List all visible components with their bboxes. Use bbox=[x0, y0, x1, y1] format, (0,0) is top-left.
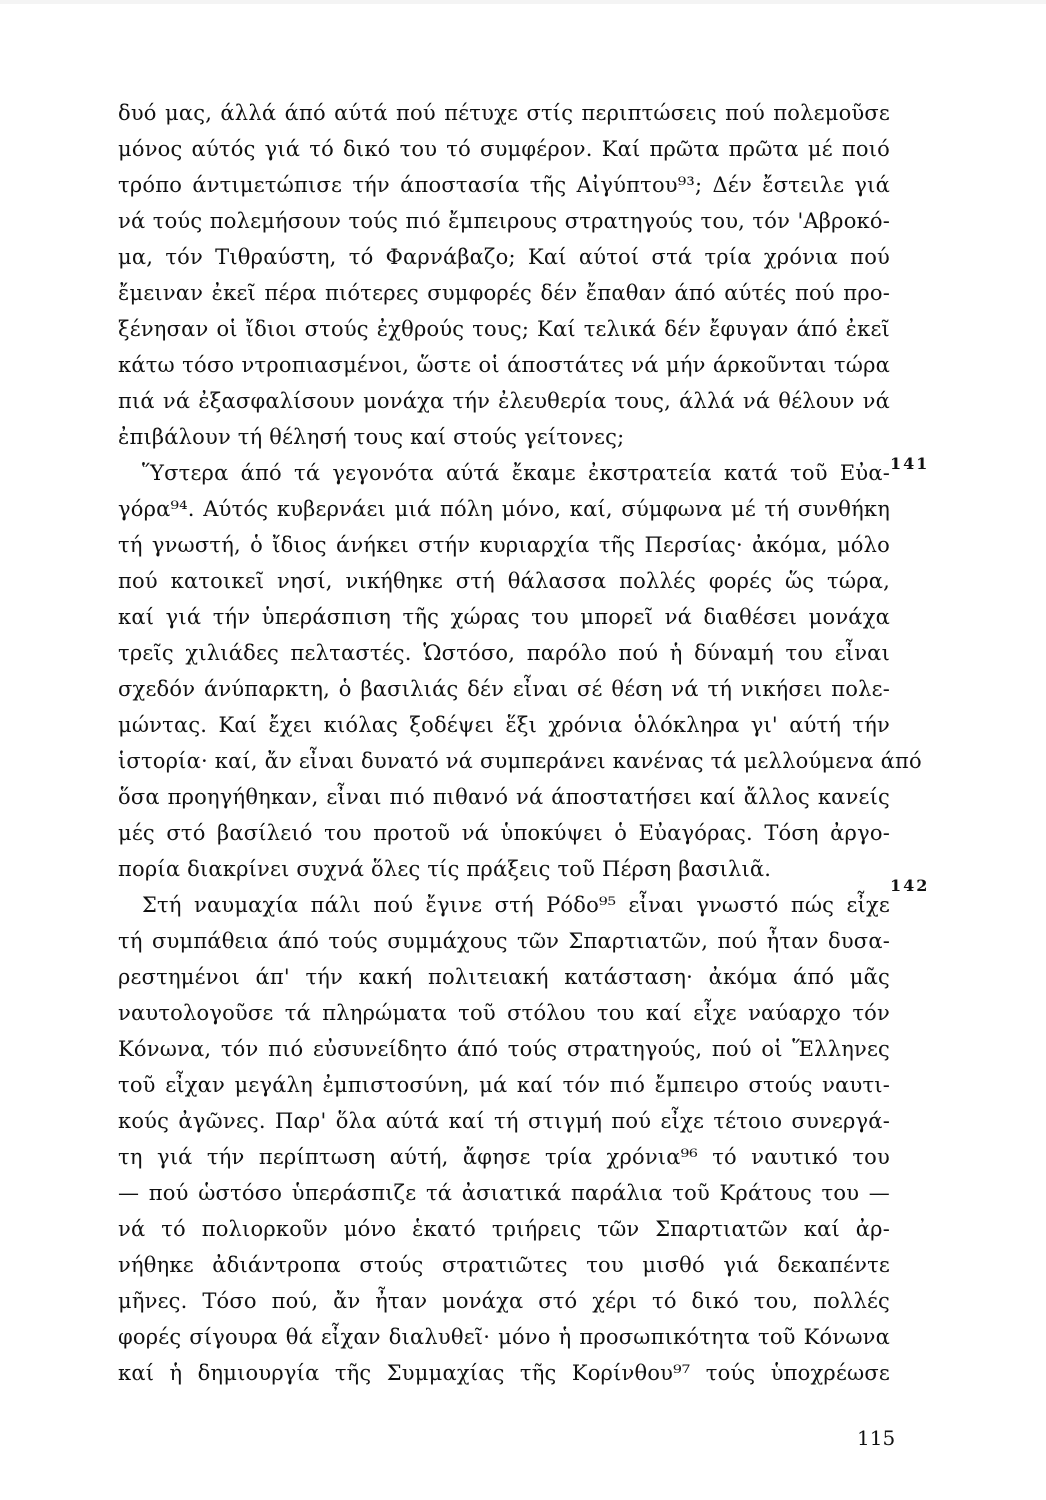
text-line: ξένησαν οἱ ἴδιοι στούς ἐχθρούς τους; Καί τελικά δέν ἔφυγαν άπό ἐκεῖ bbox=[118, 317, 890, 341]
text-line: φορές σίγουρα θά εἶχαν διαλυθεῖ· μόνο ἡ προσωπικότητα τοῦ Κόνωνα bbox=[118, 1325, 890, 1349]
margin-reference-141: 141 bbox=[890, 454, 930, 473]
text-line: τή γνωστή, ὁ ἴδιος άνήκει στήν κυριαρχία τῆς Περσίας· ἀκόμα, μόλο bbox=[118, 533, 890, 557]
text-line: μόνος αύτός γιά τό δικό του τό συμφέρον. Καί πρῶτα πρῶτα μέ ποιό bbox=[118, 137, 890, 161]
text-line: τοῦ εἶχαν μεγάλη ἐμπιστοσύνη, μά καί τόν πιό ἔμπειρο στούς ναυτι- bbox=[118, 1073, 890, 1097]
text-line: — πού ὡστόσο ὑπεράσπιζε τά ἀσιατικά παράλια τοῦ Κράτους του — bbox=[118, 1181, 890, 1205]
text-line: ναυτολογοῦσε τά πληρώματα τοῦ στόλου του καί εἶχε ναύαρχο τόν bbox=[118, 1001, 890, 1025]
text-line: καί γιά τήν ὑπεράσπιση τῆς χώρας του μπορεῖ νά διαθέσει μονάχα bbox=[118, 605, 890, 629]
margin-reference-142: 142 bbox=[890, 876, 930, 895]
paragraph-start-line: Στή ναυμαχία πάλι πού ἔγινε στή Ρόδο⁹⁵ εἶναι γνωστό πώς εἶχε bbox=[142, 893, 890, 917]
text-line: ἱστορία· καί, ἄν εἶναι δυνατό νά συμπεράνει κανένας τά μελλούμενα άπό bbox=[118, 749, 922, 773]
text-line: γόρα⁹⁴. Αύτός κυβερνάει μιά πόλη μόνο, καί, σύμφωνα μέ τή συνθήκη bbox=[118, 497, 890, 521]
text-line: τη γιά τήν περίπτωση αύτή, ἄφησε τρία χρόνια⁹⁶ τό ναυτικό του bbox=[118, 1145, 890, 1169]
text-line: νά τούς πολεμήσουν τούς πιό ἔμπειρους στρατηγούς του, τόν 'Αβροκό- bbox=[118, 209, 890, 233]
text-line: ὅσα προηγήθηκαν, εἶναι πιό πιθανό νά άποστατήσει καί ἄλλος κανείς bbox=[118, 785, 890, 809]
text-line: τή συμπάθεια άπό τούς συμμάχους τῶν Σπαρτιατῶν, πού ἦταν δυσα- bbox=[118, 929, 890, 953]
text-line: νά τό πολιορκοῦν μόνο ἑκατό τριήρεις τῶν Σπαρτιατῶν καί ἀρ- bbox=[118, 1217, 890, 1241]
text-line: νήθηκε ἀδιάντροπα στούς στρατιῶτες του μισθό γιά δεκαπέντε bbox=[118, 1253, 890, 1277]
text-line: ἔμειναν ἐκεῖ πέρα πιότερες συμφορές δέν ἔπαθαν άπό αύτές πού προ- bbox=[118, 281, 890, 305]
text-line: Κόνωνα, τόν πιό εὐσυνείδητο άπό τούς στρατηγούς, πού οἱ Ἕλληνες bbox=[118, 1037, 890, 1061]
text-line: μῆνες. Τόσο πού, ἄν ἦταν μονάχα στό χέρι τό δικό του, πολλές bbox=[118, 1289, 890, 1313]
text-line: δυό μας, άλλά άπό αύτά πού πέτυχε στίς περιπτώσεις πού πολεμοῦσε bbox=[118, 101, 890, 125]
paragraph-start-line: Ὕστερα άπό τά γεγονότα αύτά ἔκαμε ἐκστρατεία κατά τοῦ Εὐα- bbox=[142, 461, 890, 485]
page-edge bbox=[0, 0, 1046, 4]
text-line: πορία διακρίνει συχνά ὅλες τίς πράξεις τοῦ Πέρση βασιλιᾶ. bbox=[118, 857, 772, 881]
text-line: κάτω τόσο ντροπιασμένοι, ὥστε οἱ άποστάτες νά μήν άρκοῦνται τώρα bbox=[118, 353, 890, 377]
text-line: πού κατοικεῖ νησί, νικήθηκε στή θάλασσα πολλές φορές ὥς τώρα, bbox=[118, 569, 890, 593]
text-line: πιά νά ἐξασφαλίσουν μονάχα τήν ἐλευθερία τους, άλλά νά θέλουν νά bbox=[118, 389, 890, 413]
text-line: ἐπιβάλουν τή θέλησή τους καί στούς γείτονες; bbox=[118, 425, 625, 449]
text-line: μώντας. Καί ἔχει κιόλας ξοδέψει ἕξι χρόνια ὁλόκληρα γι' αύτή τήν bbox=[118, 713, 890, 737]
text-line: τρόπο άντιμετώπισε τήν άποστασία τῆς Αἰγύπτου⁹³; Δέν ἔστειλε γιά bbox=[118, 173, 890, 197]
text-line: ρεστημένοι άπ' τήν κακή πολιτειακή κατάσταση· ἀκόμα άπό μᾶς bbox=[118, 965, 890, 989]
text-line: καί ἡ δημιουργία τῆς Συμμαχίας τῆς Κορίνθου⁹⁷ τούς ὑποχρέωσε bbox=[118, 1361, 890, 1385]
text-line: κούς ἀγῶνες. Παρ' ὅλα αύτά καί τή στιγμή πού εἶχε τέτοιο συνεργά- bbox=[118, 1109, 890, 1133]
text-line: τρεῖς χιλιάδες πελταστές. Ὡστόσο, παρόλο πού ἡ δύναμή του εἶναι bbox=[118, 641, 890, 665]
text-line: μές στό βασίλειό του προτοῦ νά ὑποκύψει ὁ Εὐαγόρας. Τόση ἀργο- bbox=[118, 821, 890, 845]
text-line: σχεδόν άνύπαρκτη, ὁ βασιλιάς δέν εἶναι σέ θέση νά τή νικήσει πολε- bbox=[118, 677, 890, 701]
text-line: μα, τόν Τιθραύστη, τό Φαρνάβαζο; Καί αύτοί στά τρία χρόνια πού bbox=[118, 245, 890, 269]
page-number: 115 bbox=[857, 1426, 896, 1450]
